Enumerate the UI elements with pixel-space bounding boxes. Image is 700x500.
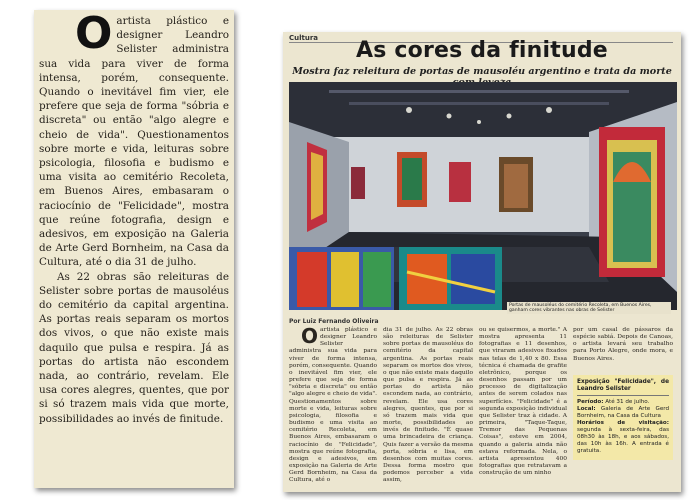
section-label: Cultura [289, 34, 673, 43]
article-columns [289, 324, 673, 487]
info-box-title: Exposição "Felicidade", de Leandro Selister [577, 379, 669, 396]
left-paragraph-1 [39, 10, 229, 270]
column-4-text: por um casal de pássaros da espécie sabiá. Depois de Canoas, o artista levará seu trabalho para Porto Alegre, onde mora, e Buenos Aires. [573, 327, 673, 362]
info-period-label: Período: [577, 398, 604, 405]
exhibition-info-box [573, 375, 673, 460]
left-paragraph-1-text: artista plástico e designer Leandro Selister administra sua vida para viver de forma intensa, porém, consequente. Quando o inevitável fim vier, ele prefere que seja de forma "sóbria e discreta" ou então "algo alegre e cheio de vida". Questionamentos sobre morte e vida, leituras sobre psicologia, filosofia e budismo e uma visita ao cemitério Recoleta, em Buenos Aires, embasaram o raciocínio de "Felicidade", mostra que reúne fotografia, design e adesivos, em exposição na Galeria de Arte Gerd Bornheim, na Casa da Cultura, até o dia 31 de julho. [39, 15, 229, 269]
info-period [577, 399, 669, 406]
right-clipping [283, 32, 681, 492]
byline: Por Luiz Fernando Oliveira [289, 318, 379, 325]
info-hours-value: segunda à sexta-feira, das 08h30 às 18h, e aos sábados, das 10h às 16h. A entrada é gratuita. [577, 426, 669, 454]
headline: As cores da finitude [356, 38, 608, 63]
gallery-photo [289, 82, 677, 310]
left-paragraph-2: As 22 obras são releituras de Selister sobre portas de mausoléus do cemitério da capital argentina. As portas reais separam os mortos dos vivos, o que não existe mais daquilo que pulsa e respira. Já as portas do artista não escondem nada, ao contrário, revelam. Ele usa cores alegres, quentes, que por si só trazem mais vida que morte, possibilidades ao invés de finitude. [39, 270, 229, 425]
info-hours [577, 420, 669, 455]
left-article-text [39, 10, 229, 426]
info-local-label: Local: [577, 405, 596, 412]
left-dropcap: O [75, 10, 113, 59]
info-hours-label: Horários de visitação: [577, 419, 669, 426]
article-column-2: dia 31 de julho. As 22 obras são releituras de Selister sobre portas de mausoléus do cemitério da capital argentina. As portas reais separam os mortos dos vivos, o que não existe mais daquilo que pulsa e respira. Já as portas do artista não escondem nada, ao contrário, revelam. Ele usa cores alegres, quentes, que por si só trazem mais vida que morte, possibilidades ao invés de finitude. "É quase uma brincadeira de criança. Quis fazer a versão da mesma porta, sóbria e lisa, em desenhos com muitas cores. Dessa forma mostro que podemos perceber a vida assim, [383, 327, 473, 484]
article-column-4 [573, 327, 673, 460]
left-clipping [34, 10, 234, 488]
column-1-text: artista plástico e designer Leandro Selister administra sua vida para viver de forma intensa, porém, consequente. Quando o inevitável fim vier, ele prefere que seja de forma "sóbria e discreta" ou então "algo alegre e cheio de vida". Questionamentos sobre morte e vida, leituras sobre psicologia, filosofia e budismo e uma visita ao cemitério Recoleta, em Buenos Aires, embasaram o raciocínio de "Felicidade", mostra que reúne fotografia, design e adesivos, em exposição na Galeria de Arte Gerd Bornheim, na Casa da Cultura, até o [289, 327, 377, 484]
subheadline: Mostra faz releitura de portas de mausoléu argentino e trata da morte [292, 66, 672, 77]
article-column-1 [289, 324, 377, 484]
photo-caption: Portas de mausoléus do cemitério Recoleta, em Buenos Aires, ganham cores vibrantes nas obras de Selister [507, 302, 671, 314]
gallery-photo-illustration [289, 82, 677, 310]
info-local [577, 406, 669, 420]
article-dropcap: O [301, 324, 319, 348]
info-local-value: Galeria de Arte Gerd Bornheim, na Casa da Cultura [577, 405, 670, 419]
article-column-3: ou se quisermos, a morte." A mostra apresenta 11 fotografias e 11 desenhos, que viraram adesivos fixados nas telas de 1,40 x 80. Essa técnica é chamada de grafite eletrônico, porque os desenhos passam por um processo de digitalização antes de serem colados nas superfícies. "Felicidade" é a segunda exposição individual que Selister traz à cidade. A primeira, "Taque-Taque, Tremor das Pequenas Coisas", esteve em 2004, quando a galeria ainda não estava reformada. Nela, o artista apresentou 400 fotografias que retratavam a construção de um ninho [479, 327, 567, 477]
info-period-value: Até 31 de julho. [605, 398, 650, 405]
